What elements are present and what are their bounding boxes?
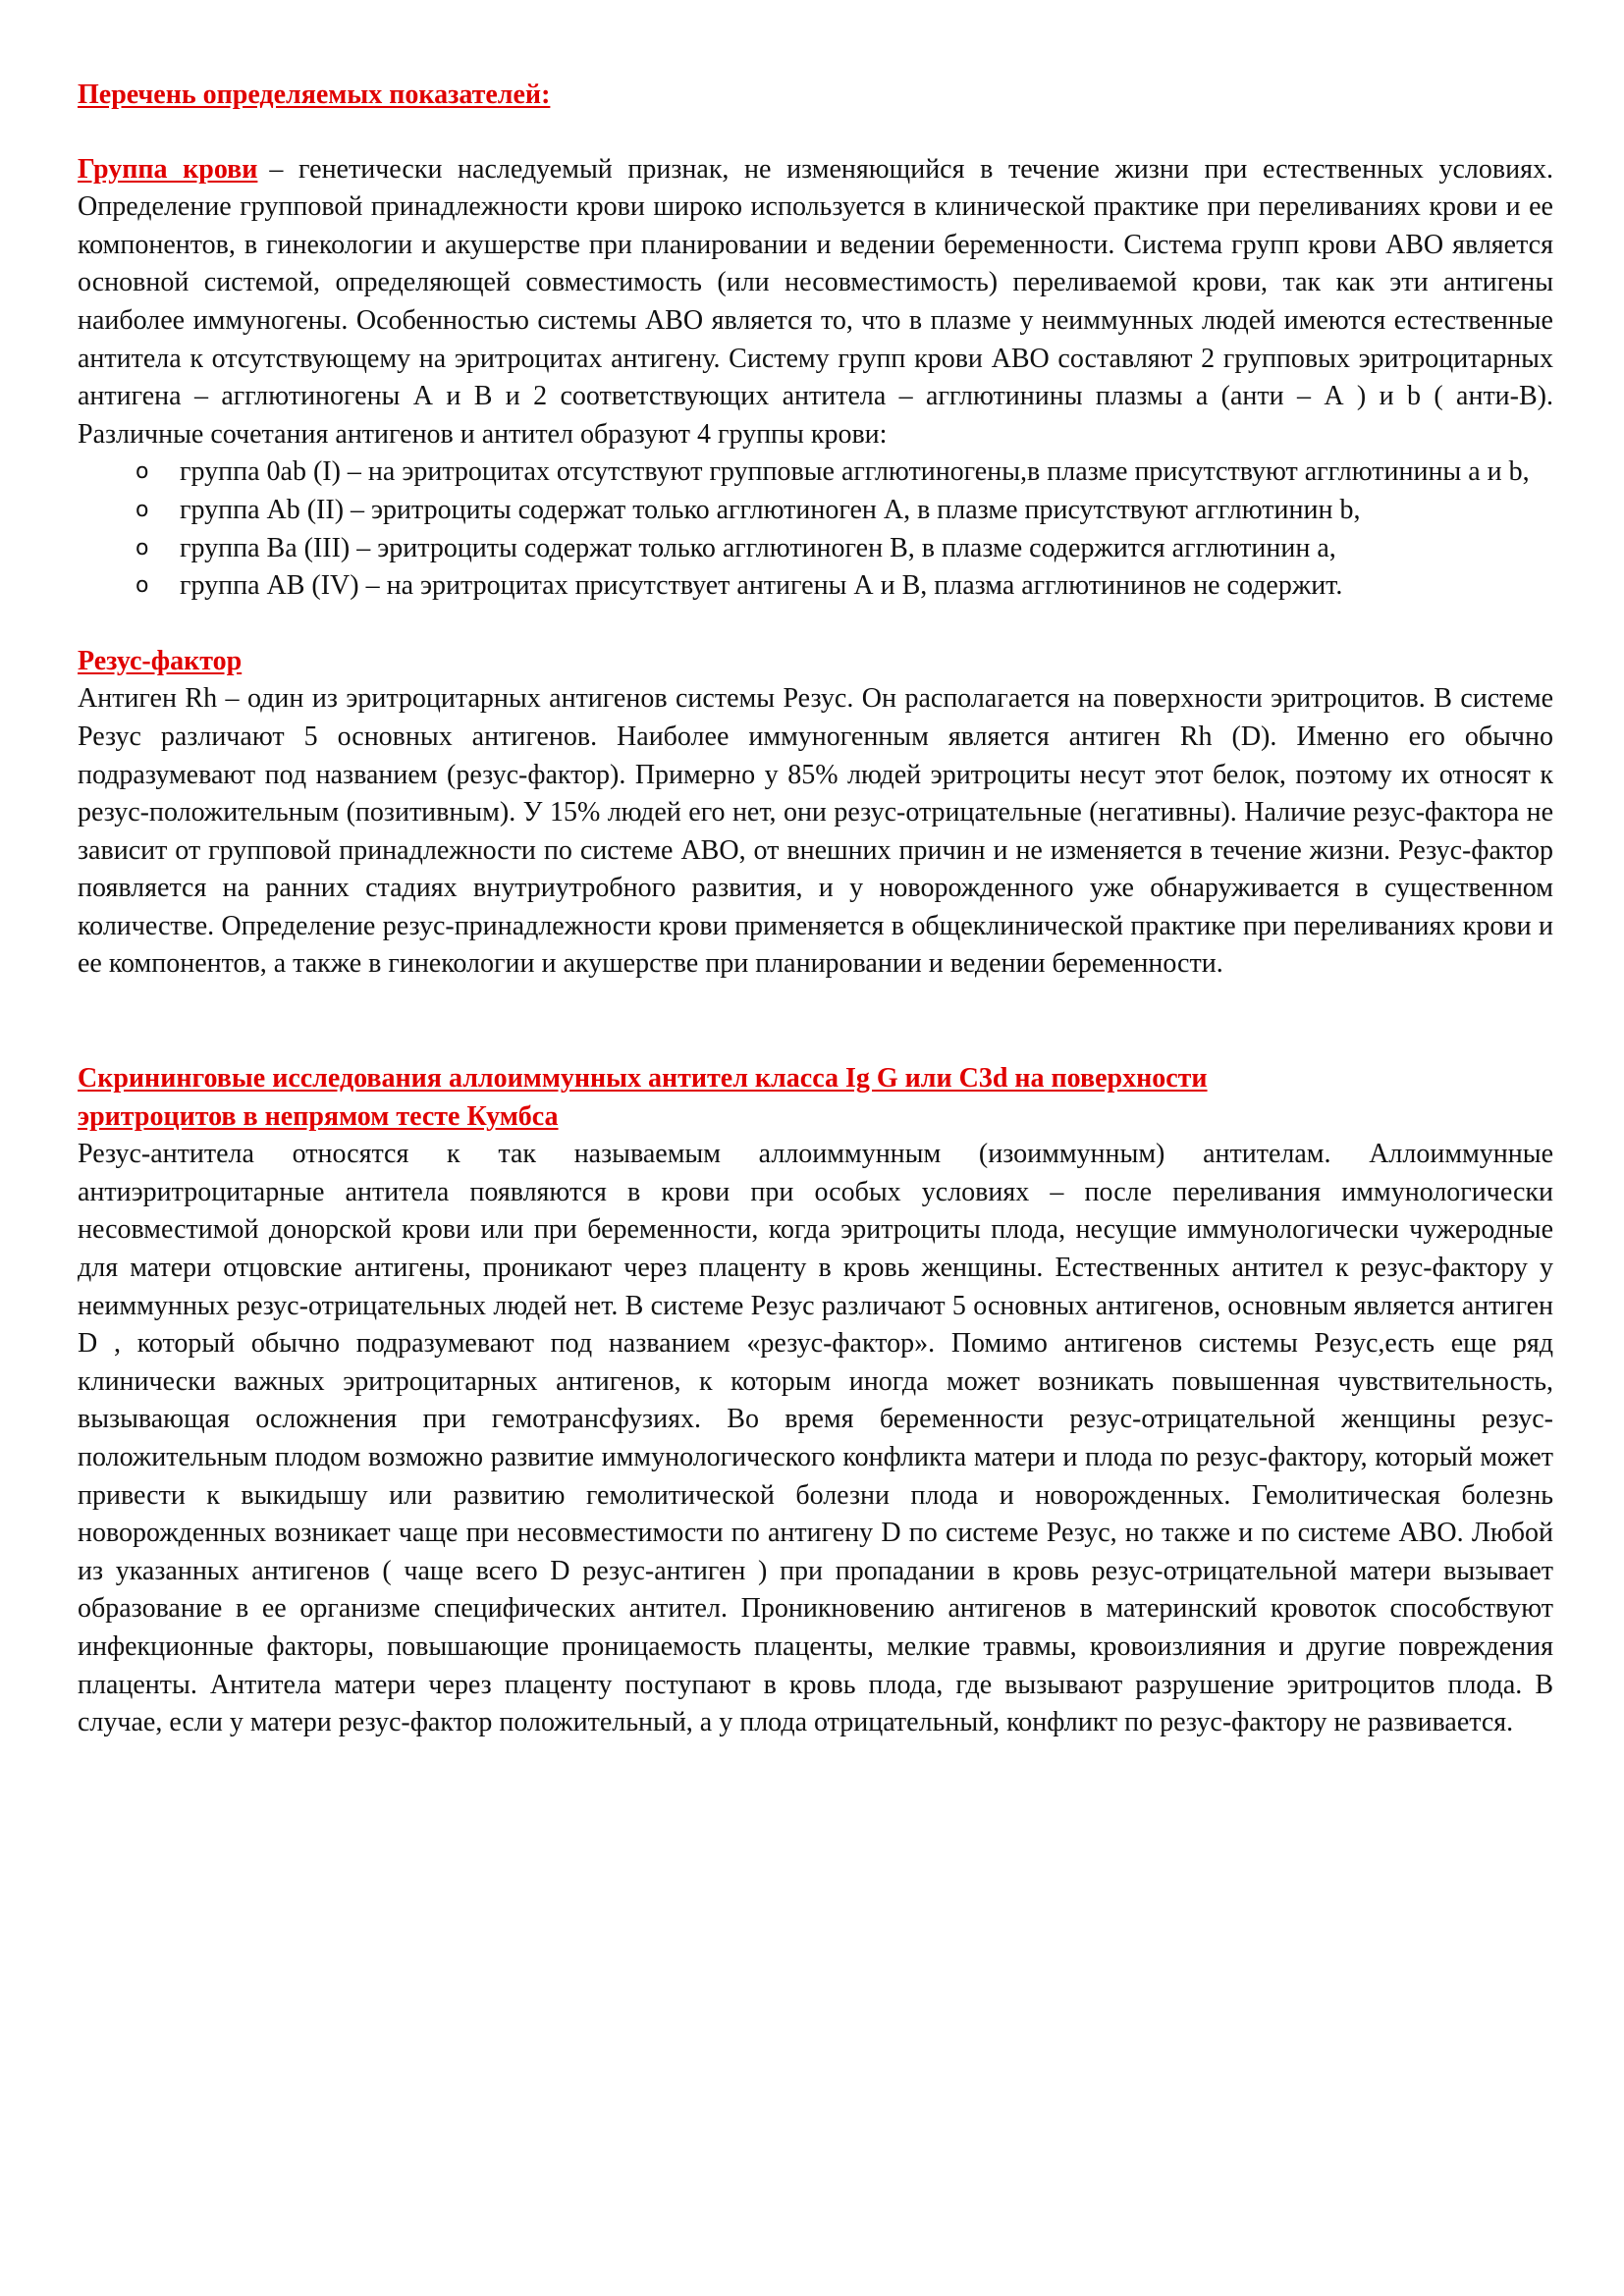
rh-factor-paragraph: Антиген Rh – один из эритроцитарных антигенов системы Резус. Он располагается на поверхности эритроцитов. В системе Резус различают 5 основных антигенов. Наиболее иммуногенным является антиген Rh (D). Именно его обычно подразумевают под названием (резус-фактор). Примерно у 85% людей эритроциты несут этот белок, поэтому их относят к резус-положительным (позитивным). У 15% людей его нет, они резус-отрицательные (негативны). Наличие резус-фактора не зависит от групповой принадлежности по системе АВО, от внешних причин и не изменяется в течение жизни. Резус-фактор появляется на ранних стадиях внутриутробного развития, и у новорожденного уже обнаруживается в существенном количестве. Определение резус-принадлежности крови применяется в общеклинической практике при переливаниях крови и ее компонентов, а также в гинекологии и акушерстве при планировании и ведении беременности. xyxy=(78,683,1553,980)
blood-group-paragraph xyxy=(78,151,1553,454)
hollow-circle-bullet-icon: o xyxy=(135,497,149,522)
blood-group-list xyxy=(78,454,1553,605)
hollow-circle-bullet-icon: o xyxy=(135,535,149,561)
list-item xyxy=(135,454,1553,492)
list-item-text: группа Ab (II) – эритроциты содержат только агглютиноген А, в плазме присутствуют агглютинин b, xyxy=(180,494,1361,525)
hollow-circle-bullet-icon: o xyxy=(135,573,149,599)
section-spacer xyxy=(78,984,1553,1060)
screening-heading-line2: эритроцитов в непрямом тесте Кумбса xyxy=(78,1100,559,1132)
screening-heading-line1: Скрининговые исследования аллоиммунных антител класса Ig G или C3d на поверхности xyxy=(78,1063,1208,1095)
rh-factor-heading: Резус-фактор xyxy=(78,645,243,676)
list-item-text: группа Ba (III) – эритроциты содержат только агглютиноген В, в плазме содержится агглютинин а, xyxy=(180,532,1336,563)
list-item-text: группа 0ab (I) – на эритроцитах отсутствуют групповые агглютиногены,в плазме присутствуют агглютинины а и b, xyxy=(180,456,1530,488)
section-spacer xyxy=(78,606,1553,643)
list-item xyxy=(135,530,1553,568)
page-title: Перечень определяемых показателей: xyxy=(78,80,551,110)
screening-paragraph: Резус-антитела относятся к так называемым аллоиммунным (изоиммунным) антителам. Аллоиммунные антиэритроцитарные антитела появляются в крови при особых условиях – после переливания иммунологически несовместимой донорской крови или при беременности, когда эритроциты плода, несущие иммунологически чужеродные для матери отцовские антигены, проникают через плаценту в кровь женщины. Естественных антител к резус-фактору у неиммунных резус-отрицательных людей нет. В системе Резус различают 5 основных антигенов, основным является антиген D , который обычно подразумевают под названием «резус-фактор». Помимо антигенов системы Резус,есть еще ряд клинически важных эритроцитарных антигенов, к которым иногда может возникать повышенная чувствительность, вызывающая осложнения при гемотрансфузиях. Во время беременности резус-отрицательной женщины резус-положительным плодом возможно развитие иммунологического конфликта матери и плода по резус-фактору, который может привести к выкидышу или развитию гемолитической болезни плода и новорожденных. Гемолитическая болезнь новорожденных возникает чаще при несовместимости по антигену D по системе Резус, но также и по системе АВО. Любой из указанных антигенов ( чаще всего D резус-антиген ) при пропадании в кровь резус-отрицательной матери вызывает образование в ее организме специфических антител. Проникновению антигенов в материнский кровоток способствуют инфекционные факторы, повышающие проницаемость плаценты, мелкие травмы, кровоизлияния и другие повреждения плаценты. Антитела матери через плаценту поступают в кровь плода, где вызывают разрушение эритроцитов плода. В случае, если у матери резус-фактор положительный, а у плода отрицательный, конфликт по резус-фактору не развивается. xyxy=(78,1139,1553,1738)
list-item-text: группа АВ (IV) – на эритроцитах присутствует антигены А и В, плазма агглютининов не содержит. xyxy=(180,570,1343,602)
blood-group-text: – генетически наследуемый признак, не изменяющийся в течение жизни при естественных условиях. Определение групповой принадлежности крови широко используется в клинической практике при переливаниях крови и ее компонентов, в гинекологии и акушерстве при планировании и ведении беременности. Система групп крови АВО является основной системой, определяющей совместимость (или несовместимость) переливаемой крови, так как эти антигены наиболее иммуногены. Особенностью системы АВО является то, что в плазме у неиммунных людей имеются естественные антитела к отсутствующему на эритроцитах антигену. Систему групп крови АВО составляют 2 групповых эритроцитарных антигена – агглютиногены А и В и 2 соответствующих антитела – агглютинины плазмы а (анти – А ) и b ( анти-В). Различные сочетания антигенов и антител образуют 4 группы крови: xyxy=(78,153,1553,450)
blood-group-term: Группа крови xyxy=(78,153,258,185)
hollow-circle-bullet-icon: o xyxy=(135,459,149,485)
list-item xyxy=(135,492,1553,530)
list-item xyxy=(135,567,1553,606)
